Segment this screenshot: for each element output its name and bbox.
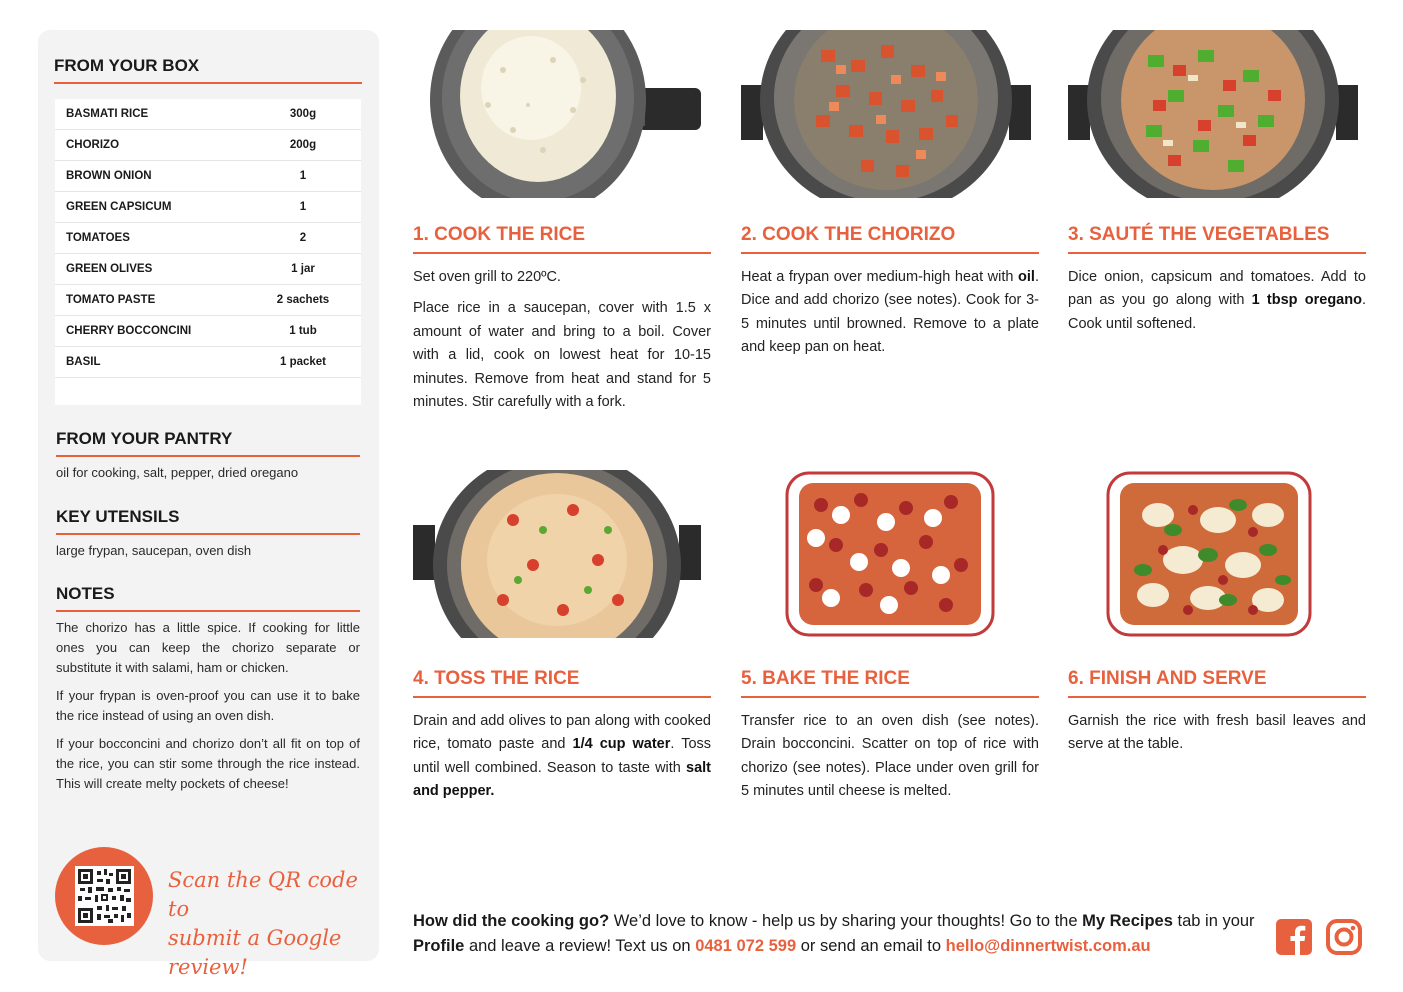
step-3-title: 3. SAUTÉ THE VEGETABLES bbox=[1068, 224, 1366, 254]
qr-callout-line: submit a Google review! bbox=[168, 926, 342, 979]
step-5-photo bbox=[741, 470, 1031, 638]
step-3-photo bbox=[1068, 30, 1358, 198]
step-4-text: Drain and add olives to pan along with cooked rice, tomato paste and bbox=[413, 713, 711, 753]
step-5-text: Transfer rice to an oven dish (see notes). Drain bocconcini. Scatter on top of rice with chorizo (see notes). Place under oven grill for 5 minutes until cheese is melted. bbox=[741, 713, 1039, 800]
step-2-title: 2. COOK THE CHORIZO bbox=[741, 224, 1039, 254]
pantry-heading: FROM YOUR PANTRY bbox=[56, 429, 360, 457]
footer-bold: How did the cooking go? bbox=[413, 912, 610, 930]
footer-bold: Profile bbox=[413, 937, 465, 955]
table-row bbox=[55, 285, 361, 316]
step-4-title: 4. TOSS THE RICE bbox=[413, 668, 711, 698]
footer-text: and leave a review! Text us on bbox=[464, 937, 696, 955]
note-paragraph: If your bocconcini and chorizo don’t all fit on top of the rice, you can stir some through the rice instead. This will create melty pockets of cheese! bbox=[56, 736, 360, 791]
qr-code-icon[interactable] bbox=[75, 866, 134, 926]
step-2-text: . Dice and add chorizo (see notes). Cook for 3-5 minutes until browned. Remove to a plate and keep pan on heat. bbox=[741, 269, 1039, 356]
step-1-text: Set oven grill to 220ºC. bbox=[413, 269, 561, 285]
pantry-text: oil for cooking, salt, pepper, dried oregano bbox=[56, 465, 299, 480]
ingredient-name: GREEN OLIVES bbox=[66, 263, 153, 275]
step-3-text: Dice onion, capsicum and tomatoes. Add to pan as you go along with bbox=[1068, 269, 1366, 309]
step-4-bold: 1/4 cup water bbox=[572, 736, 671, 753]
notes-heading: NOTES bbox=[56, 584, 360, 612]
step-4-text: . Toss until well combined. Season to taste with bbox=[413, 736, 712, 776]
email-link[interactable]: hello@dinnertwist.com.au bbox=[945, 937, 1151, 955]
ingredient-qty: 1 bbox=[299, 201, 307, 213]
qr-badge[interactable] bbox=[55, 847, 153, 945]
ingredient-qty: 300g bbox=[289, 108, 317, 120]
step-2-photo bbox=[741, 30, 1031, 198]
utensils-text: large frypan, saucepan, oven dish bbox=[56, 543, 252, 558]
step-2-bold: oil bbox=[1018, 269, 1035, 285]
ingredient-name: TOMATOES bbox=[66, 232, 130, 244]
step-1-text: Place rice in a saucepan, cover with 1.5 x amount of water and bring to a boil. Cover with a lid, cook on lowest heat for 10-15 minutes. Remove from heat and stand for 5 minutes. Stir carefully with a fork. bbox=[413, 300, 711, 411]
step-1-body bbox=[413, 266, 711, 422]
ingredient-name: CHERRY BOCCONCINI bbox=[66, 325, 192, 337]
footer-bold: My Recipes bbox=[1082, 912, 1173, 930]
ingredient-name: TOMATO PASTE bbox=[66, 294, 156, 306]
ingredient-name: CHORIZO bbox=[66, 139, 120, 151]
notes-list bbox=[56, 618, 360, 802]
table-row bbox=[55, 192, 361, 223]
footer-text: or send an email to bbox=[796, 937, 946, 955]
instagram-icon[interactable] bbox=[1326, 919, 1362, 955]
ingredient-qty: 1 bbox=[299, 170, 307, 182]
ingredient-qty: 200g bbox=[289, 139, 317, 151]
ingredient-qty: 2 sachets bbox=[276, 294, 330, 306]
step-3-body bbox=[1068, 266, 1366, 344]
phone-link[interactable]: 0481 072 599 bbox=[695, 937, 797, 955]
step-6-text: Garnish the rice with fresh basil leaves and serve at the table. bbox=[1068, 713, 1366, 753]
ingredient-qty: 2 bbox=[299, 232, 307, 244]
footer-text: tab in your bbox=[1172, 912, 1255, 930]
note-paragraph: If your frypan is oven-proof you can use it to bake the rice instead of using an oven dish. bbox=[56, 688, 360, 723]
table-row bbox=[55, 99, 361, 130]
ingredient-name: GREEN CAPSICUM bbox=[66, 201, 172, 213]
box-heading: FROM YOUR BOX bbox=[54, 56, 362, 84]
facebook-icon[interactable] bbox=[1276, 919, 1312, 955]
step-6-photo bbox=[1068, 470, 1358, 638]
step-3-text: . Cook until softened. bbox=[1068, 292, 1366, 332]
table-row bbox=[55, 316, 361, 347]
step-4-bold: salt and pepper. bbox=[413, 759, 711, 800]
step-5-body bbox=[741, 710, 1039, 812]
step-6-title: 6. FINISH AND SERVE bbox=[1068, 668, 1366, 698]
step-4-photo bbox=[413, 470, 703, 638]
step-1-photo bbox=[413, 30, 703, 198]
step-6-body bbox=[1068, 710, 1366, 765]
ingredients-sidebar bbox=[38, 30, 379, 979]
ingredient-name: BASMATI RICE bbox=[66, 108, 149, 120]
utensils-heading: KEY UTENSILS bbox=[56, 507, 360, 535]
ingredient-qty: 1 tub bbox=[289, 325, 317, 337]
table-row bbox=[55, 347, 361, 378]
note-paragraph: The chorizo has a little spice. If cooking for little ones you can keep the chorizo separate or substitute it with salami, ham or chicken. bbox=[56, 620, 360, 675]
footer-text: We’d love to know - help us by sharing your thoughts! Go to the bbox=[609, 912, 1083, 930]
box-ingredients-table bbox=[55, 99, 361, 405]
step-2-text: Heat a frypan over medium-high heat with bbox=[741, 269, 1019, 285]
step-1-title: 1. COOK THE RICE bbox=[413, 224, 711, 254]
table-row bbox=[55, 254, 361, 285]
step-4-body bbox=[413, 710, 711, 812]
step-2-body bbox=[741, 266, 1039, 368]
table-row bbox=[55, 223, 361, 254]
ingredient-qty: 1 jar bbox=[291, 263, 315, 275]
ingredient-qty: 1 packet bbox=[279, 356, 327, 368]
qr-callout-line: Scan the QR code to bbox=[168, 868, 358, 921]
step-3-bold: 1 tbsp oregano bbox=[1251, 292, 1362, 309]
step-5-title: 5. BAKE THE RICE bbox=[741, 668, 1039, 698]
table-row bbox=[55, 161, 361, 192]
qr-callout bbox=[168, 866, 368, 982]
ingredient-name: BROWN ONION bbox=[66, 170, 152, 182]
ingredient-name: BASIL bbox=[66, 356, 101, 368]
table-row bbox=[55, 130, 361, 161]
review-footer bbox=[413, 909, 1263, 959]
